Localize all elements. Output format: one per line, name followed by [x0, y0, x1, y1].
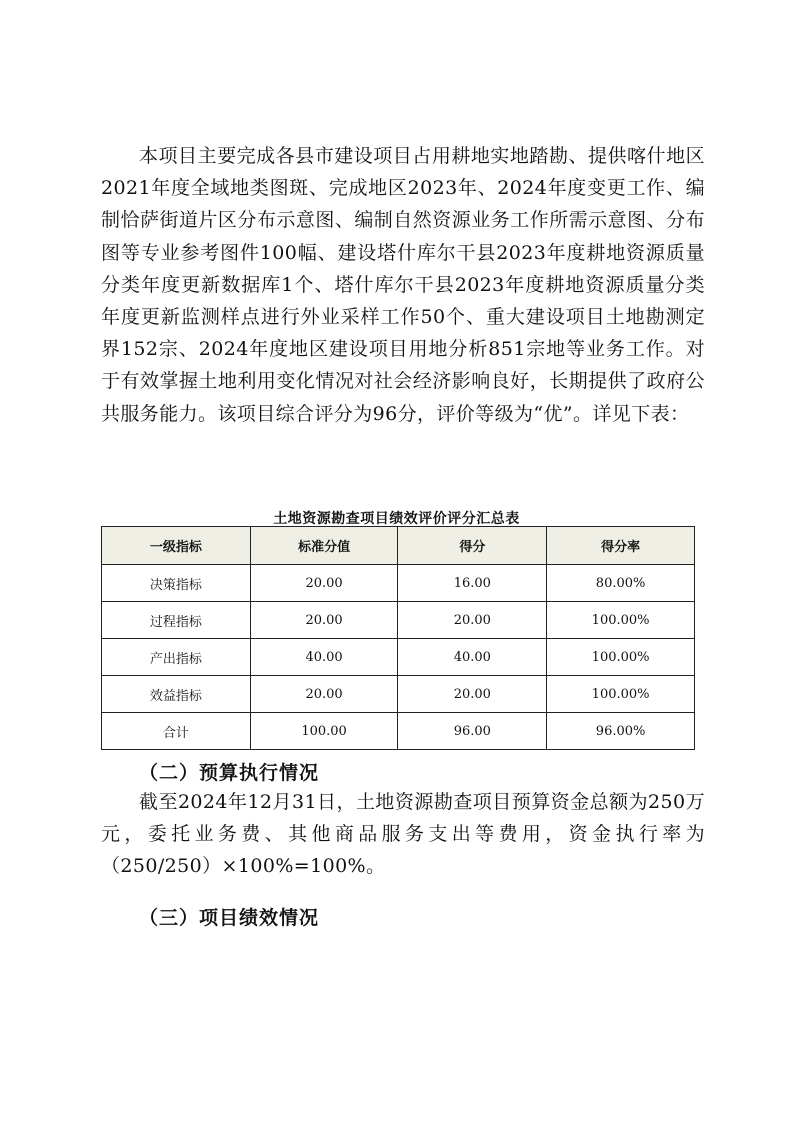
cell-score-rate: 100.00% [547, 676, 695, 713]
cell-standard-score: 40.00 [250, 639, 398, 676]
header-level1-indicator: 一级指标 [102, 527, 251, 565]
cell-score-rate: 80.00% [547, 565, 695, 602]
cell-score: 96.00 [398, 713, 547, 750]
cell-score: 16.00 [398, 565, 547, 602]
header-score-rate: 得分率 [547, 527, 695, 565]
cell-indicator: 决策指标 [102, 565, 251, 602]
cell-score: 20.00 [398, 602, 547, 639]
cell-standard-score: 20.00 [250, 565, 398, 602]
cell-indicator: 产出指标 [102, 639, 251, 676]
cell-standard-score: 20.00 [250, 602, 398, 639]
cell-score-rate: 96.00% [547, 713, 695, 750]
cell-standard-score: 100.00 [250, 713, 398, 750]
table-total-row [102, 713, 695, 750]
header-standard-score: 标准分值 [250, 527, 398, 565]
cell-indicator: 效益指标 [102, 676, 251, 713]
cell-score-rate: 100.00% [547, 639, 695, 676]
budget-paragraph: 截至2024年12月31日，土地资源勘查项目预算资金总额为250万元，委托业务费、其他商品服务支出等费用，资金执行率为（250/250）×100%=100%。 [101, 791, 705, 878]
table-header-row [102, 527, 695, 565]
table-row [102, 639, 695, 676]
header-score: 得分 [398, 527, 547, 565]
cell-indicator: 合计 [102, 713, 251, 750]
cell-score-rate: 100.00% [547, 602, 695, 639]
intro-paragraph: 本项目主要完成各县市建设项目占用耕地实地踏勘、提供喀什地区2021年度全域地类图斑、完成地区2023年、2024年度变更工作、编制恰萨街道片区分布示意图、编制自然资源业务工作所需示意图、分布图等专业参考图件100幅、建设塔什库尔干县2023年度耕地资源质量分类年度更新数据库1个、塔什库尔干县2023年度耕地资源质量分类年度更新监测样点进行外业采样工作50个、重大建设项目土地勘测定界152宗、2024年度地区建设项目用地分析851宗地等业务工作。对于有效掌握土地利用变化情况对社会经济影响良好，长期提供了政府公共服务能力。该项目综合评分为96分，评价等级为“优”。详见下表： [101, 145, 705, 425]
table-caption: 土地资源勘查项目绩效评价评分汇总表 [273, 511, 520, 527]
score-summary-table [101, 526, 695, 750]
table-row [102, 602, 695, 639]
table-row [102, 565, 695, 602]
cell-standard-score: 20.00 [250, 676, 398, 713]
table-row [102, 676, 695, 713]
cell-score: 40.00 [398, 639, 547, 676]
budget-section-heading: （二）预算执行情况 [139, 762, 320, 784]
performance-section-heading: （三）项目绩效情况 [139, 907, 320, 929]
cell-score: 20.00 [398, 676, 547, 713]
cell-indicator: 过程指标 [102, 602, 251, 639]
